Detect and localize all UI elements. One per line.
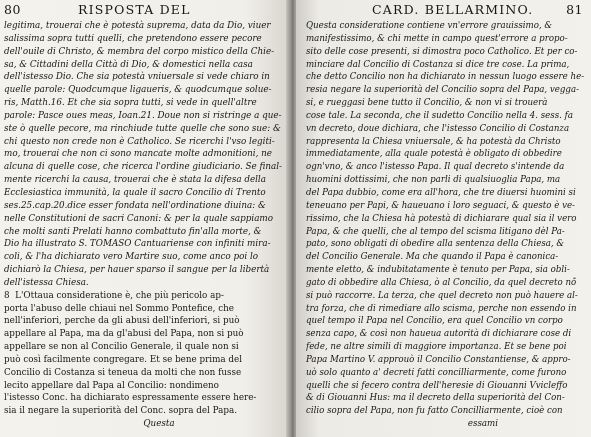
text-line: del Concilio Generale. Ma che quando il Papa è canonica- (306, 251, 559, 263)
text-line: dell'istesso Dio. Che sia potestà vniuersale si vede chiaro in (4, 71, 270, 83)
text-line: chi questo non crede non è Catholico. Se ricerchi l'vso legiti- (4, 135, 275, 147)
text-line: quelli che si fecero contra dell'heresie di Giouanni Vvicleffo (306, 379, 568, 391)
text-line: immediatamente, alla quale potestà è obligato di obbedire (306, 148, 562, 160)
text-line: legitima, trouerai che è potestà suprema, data da Dio, viuer (4, 20, 271, 31)
text-line: sito delle cose presenti, si dimostra poco Catholico. Et per co- (306, 45, 578, 57)
text-line: che detto Concilio non ha dichiarato in nessun luogo essere he- (306, 71, 585, 83)
text-line: appellare al Papa, ma da gl'abusi del Papa, non si può (4, 328, 244, 340)
text-line: Questa consideratione contiene vn'errore grauissimo, & (306, 20, 553, 31)
text-line: nell'inferiori, perche da gli abusi dell'inferiori, si può (4, 315, 240, 327)
text-line: ris, Matth.16. Et che sia sopra tutti, si vede in quell'altre (4, 97, 257, 109)
text-line: alcuna di quelle cose, che ricerca l'ordine giudiciario. Se final- (4, 161, 282, 173)
right-page (296, 0, 591, 437)
text-line: minciare dal Concilio di Costanza si dice tre cose. La prima, (306, 58, 570, 70)
text-line: resia negare la superiorità del Concilio sopra del Papa, vegga- (306, 84, 580, 96)
text-line: lecito appellare dal Papa al Concilio: nondimeno (4, 379, 219, 391)
text-line: appellare se non al Concilio Generale, il quale non si (4, 341, 239, 353)
text-line: manifestissimo, & chi mette in campo quest'errore a propo- (306, 32, 568, 44)
text-line: fede, ne altre simili di maggiore importanza. Et se bene poi (306, 341, 567, 353)
text-line: Papa, & che quelli, che al tempo del scisma litigano dèl Pa- (306, 225, 565, 237)
text-line: tra forza, che di rimediare allo scisma, perche non essendo in (306, 302, 577, 314)
text-line: coli, & l'ha dichiarato vero Martire suo, come anco poi lo (4, 251, 259, 263)
text-line: parole: Pasce oues meas, Ioan.21. Doue non si ristringe a que- (4, 109, 282, 121)
text-line: si può raccorre. La terza, che quel decreto non può hauere al- (306, 289, 578, 301)
right-page-number: 81 (566, 2, 583, 17)
text-line: dichiarò la Chiesa, per hauer sparso il sangue per la libertà (4, 264, 270, 276)
text-line: l'istesso Conc. ha dichiarato espressamente essere here- (4, 392, 257, 404)
text-line: sa, & Cittadini della Città di Dio, & domestici nella casa (4, 58, 253, 70)
text-line: ses.25.cap.20.dice esser fondata nell'ordinatione diuina: & (4, 199, 266, 211)
text-line: rappresenta la Chiesa vniuersale, & ha potestà da Christo (306, 135, 561, 147)
text-line: teneuano per Papi, & haueuano i loro seguaci, & questo è ve- (306, 199, 575, 211)
left-running-head: RISPOSTA DEL (78, 2, 191, 17)
text-line: uò solo quanto a' decreti fatti concilliarmente, come furono (306, 366, 567, 378)
text-line: ogn'vno, & anco l'istesso Papa. Il qual decreto s'intende da (306, 161, 565, 173)
text-line: Papa Martino V. approuò il Concilio Constantiense, & appro- (306, 353, 571, 365)
right-page-text (306, 20, 591, 431)
text-line: cilio sopra del Papa, non fu fatto Concilliarmente, cioè con (306, 405, 563, 417)
text-line: mo, trouerai che non ci sono mancate molte admonitioni, ne (4, 148, 273, 160)
text-line: dell'istessa Chiesa. (4, 276, 89, 288)
text-line: quelle parole: Quodcumque ligaueris, & quodcumque solue- (4, 84, 272, 96)
text-line: Questa (4, 418, 175, 430)
text-line: può così facilmente congregare. Et se bene prima del (4, 353, 243, 365)
text-line: che molti santi Prelati hanno combattuto fin'alla morte, & (4, 225, 262, 237)
left-page-text (4, 20, 288, 431)
text-line: mente eletto, & indubitatamente è tenuto per Papa, sia obli- (306, 264, 570, 276)
text-line: 8 L'Ottaua consideratione è, che più pericolo ap- (4, 289, 224, 301)
text-line: dell'ouile di Christo, & membra del corpo mistico della Chie- (4, 45, 275, 57)
text-line: pato, sono obligati di obedire alla sentenza della Chiesa, & (306, 238, 565, 250)
left-page-header (0, 2, 288, 18)
text-line: vn decreto, doue dichiara, che l'istesso Concilio di Costanza (306, 122, 570, 134)
left-page-number: 80 (4, 2, 21, 17)
right-running-head: CARD. BELLARMINO. (372, 2, 534, 17)
text-line: salissima sopra tutti quelli, che pretendono essere pecore (4, 32, 262, 44)
text-line: mente ricerchi la causa, trouerai che è stata la difesa della (4, 174, 266, 186)
left-page (0, 0, 288, 437)
text-line: cose tale. La seconda, che il sudetto Concilio nella 4. sess. fa (306, 109, 573, 121)
text-line: Dio ha illustrato S. TOMASO Cantuariense con infiniti mira- (4, 238, 271, 250)
text-line: Concilio di Costanza si teneua da molti che non fusse (4, 366, 242, 378)
text-line: rissimo, che la Chiesa hà potestà di dichiarare qual sia il vero (306, 212, 577, 224)
text-line: Ecclesiastica immunità, la quale il sacro Concilio di Trento (4, 186, 266, 198)
text-line: gato di obbedire alla Chiesa, ò al Concilio, da quel decreto nõ (306, 276, 577, 288)
text-line: ste ò quelle pecore, ma rinchiude tutte quelle che sono sue: & (4, 122, 281, 134)
text-line: & di Giouanni Hus: ma il decreto della superiorità del Con- (306, 392, 565, 404)
text-line: del Papa dubbio, come era all'hora, che tre diuersi huomini si (306, 186, 576, 198)
text-line: si, e rueggasi bene tutto il Concilio, & non vi si trouerà (306, 97, 548, 109)
text-line: sia il negare la superiorità del Conc. sopra del Papa. (4, 405, 238, 417)
right-page-header (296, 2, 591, 18)
text-line: quel tempo il Papa nel Concilio, era quel Concilio vn corpo (306, 315, 563, 327)
text-line: porta l'abuso delle chiaui nel Sommo Pontefice, che (4, 302, 234, 314)
text-line: essami (306, 418, 499, 430)
text-line: nelle Constitutioni de sacri Canoni: & per la quale sappiamo (4, 212, 274, 224)
text-line: senza capo, & così non haueua autorità di dichiarare cose di (306, 328, 572, 340)
text-line: huomini dottissimi, che non parli di qualsiuoglia Papa, ma (306, 174, 561, 186)
